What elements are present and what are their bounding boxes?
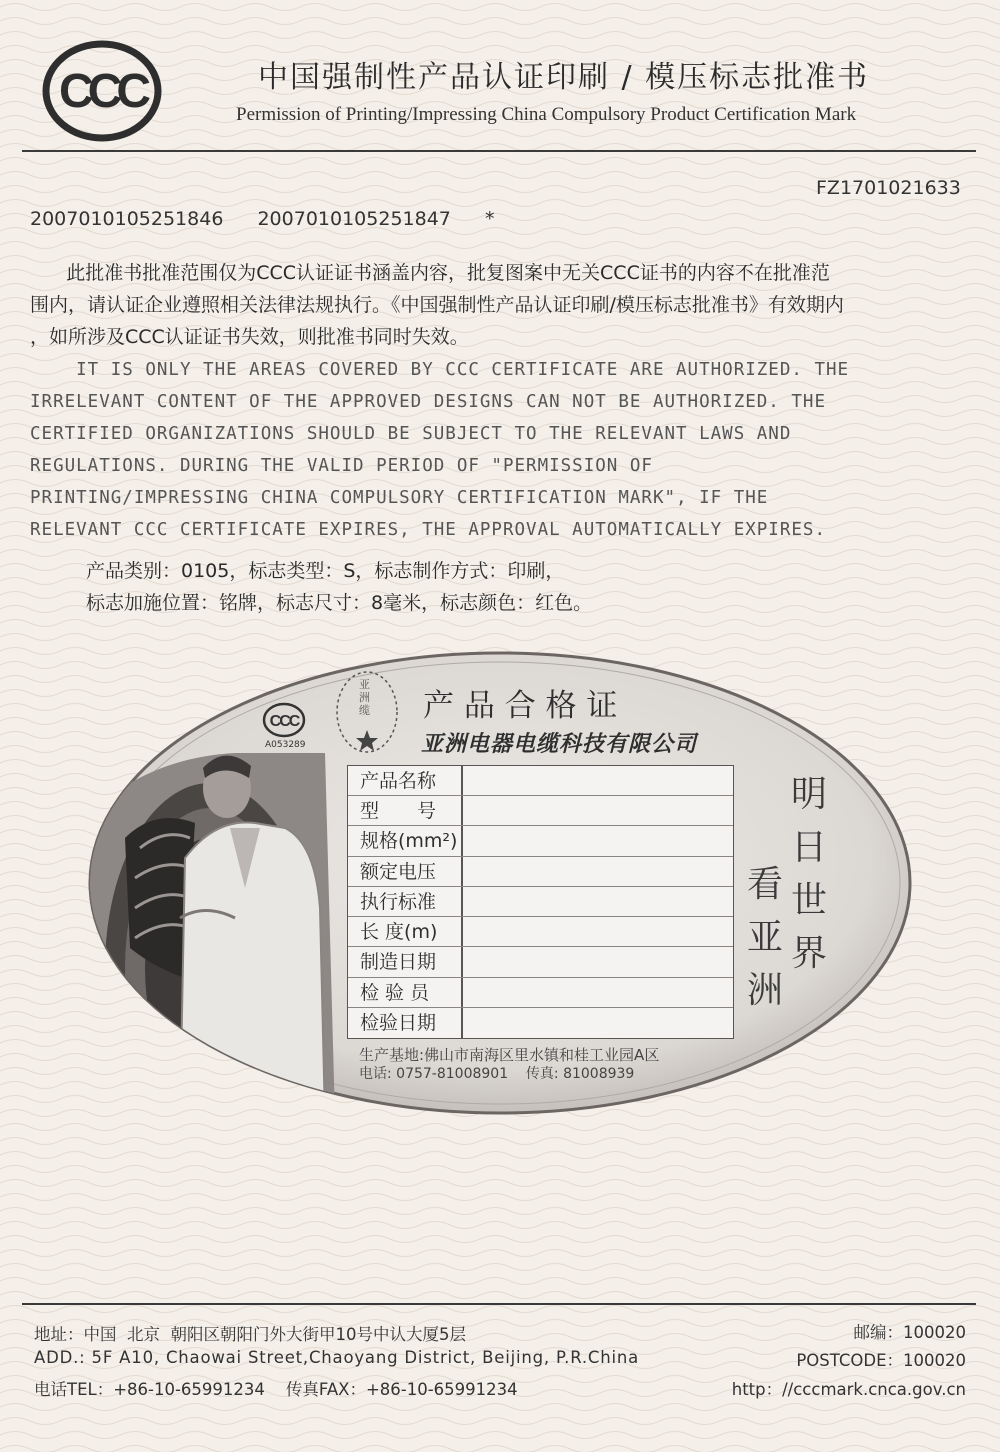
label-form-field-value: [466, 766, 731, 795]
notice-en: [30, 354, 980, 546]
label-form-row: [348, 947, 733, 977]
label-form-row: [348, 887, 733, 917]
approved-label-design: [85, 648, 915, 1118]
label-form-field-name: 长 度(m): [360, 921, 438, 944]
title-cn: 中国强制性产品认证印刷 / 模压标志批准书: [258, 60, 870, 95]
certificate-number: 2007010105251846: [30, 208, 224, 230]
label-form-field-name: 检验日期: [360, 1011, 437, 1034]
label-ccc-icon: [260, 700, 308, 740]
label-ccc-code: A053289: [265, 740, 306, 750]
mark-specification: [86, 555, 592, 619]
svg-text:CCC: CCC: [269, 713, 299, 730]
footer-postcode-en: POSTCODE：100020: [796, 1351, 966, 1370]
label-form-field-value: [466, 796, 731, 825]
footer-address-en: ADD.: 5F A10, Chaowai Street,Chaoyang District, Beijing, P.R.China: [34, 1348, 640, 1367]
label-form-row: [348, 766, 733, 796]
label-form-field-value: [466, 1008, 731, 1037]
notice-en-line: RELEVANT CCC CERTIFICATE EXPIRES, THE APPROVAL AUTOMATICALLY EXPIRES.: [30, 520, 826, 540]
label-form-field-value: [466, 917, 731, 946]
notice-cn-line: ，如所涉及CCC认证证书失效，则批准书同时失效。: [30, 326, 469, 348]
label-form-row: [348, 857, 733, 887]
notice-cn-line: 围内，请认证企业遵照相关法律法规执行。《中国强制性产品认证印刷/模压标志批准书》有效期内: [30, 294, 844, 316]
footer-website-link[interactable]: http：//cccmark.cnca.gov.cn: [731, 1380, 966, 1399]
notice-en-line: PRINTING/IMPRESSING CHINA COMPULSORY CERTIFICATION MARK", IF THE: [30, 488, 769, 508]
label-company: 亚洲电器电缆科技有限公司: [421, 731, 698, 757]
label-form-field-name: 型 号: [360, 800, 437, 823]
label-form-row: [348, 796, 733, 826]
label-form-row: [348, 1008, 733, 1038]
footer-divider: [22, 1303, 976, 1305]
label-slogan-ming-ri-shi-jie: 明 日 世 界: [791, 774, 828, 974]
label-phone: 电话: 0757-81008901 传真: 81008939: [359, 1066, 635, 1082]
label-form-field-name: 制造日期: [360, 951, 437, 974]
spec-line: 标志加施位置：铭牌，标志尺寸：8毫米，标志颜色：红色。: [86, 592, 593, 614]
notice-en-line: IT IS ONLY THE AREAS COVERED BY CCC CERTIFICATE ARE AUTHORIZED. THE: [30, 360, 850, 380]
label-form-row: [348, 917, 733, 947]
footer-tel-fax: 电话TEL：+86-10-65991234 传真FAX：+86-10-65991234: [34, 1380, 518, 1399]
label-form-field-value: [466, 826, 731, 855]
photo-person-with-cable-drum: [85, 753, 335, 1118]
label-form-field-value: [466, 978, 731, 1007]
notice-en-line: IRRELEVANT CONTENT OF THE APPROVED DESIGNS CAN NOT BE AUTHORIZED. THE: [30, 392, 826, 412]
footer-address-cn: 地址：中国 北京 朝阳区朝阳门外大街甲10号中认大厦5层: [34, 1325, 466, 1344]
footer-postcode-cn: 邮编：100020: [853, 1323, 966, 1342]
label-seal: [333, 668, 401, 756]
label-form: [347, 765, 734, 1039]
ccc-logo-text: CCC: [59, 65, 145, 118]
certificate-number: 2007010105251847: [257, 208, 451, 230]
notice-en-line: REGULATIONS. DURING THE VALID PERIOD OF "PERMISSION OF: [30, 456, 653, 476]
label-form-field-value: [466, 947, 731, 976]
label-form-field-name: 检 验 员: [360, 981, 430, 1004]
certificate-number-mark: *: [484, 208, 495, 230]
label-form-row: [348, 826, 733, 856]
label-slogan-kan-ya-zhou: 看 亚 洲: [747, 864, 784, 1011]
label-title: 产 品 合 格 证: [423, 688, 618, 724]
title-en: Permission of Printing/Impressing China Compulsory Product Certification Mark: [236, 104, 857, 125]
notice-cn-line: 此批准书批准范围仅为CCC认证证书涵盖内容，批复图案中无关CCC证书的内容不在批准范: [30, 262, 830, 284]
label-form-field-name: 额定电压: [360, 860, 437, 883]
spec-line: 产品类别：0105，标志类型：S，标志制作方式：印刷，: [86, 560, 565, 582]
label-form-row: [348, 978, 733, 1008]
label-form-field-value: [466, 857, 731, 886]
label-seal-text: 亚洲缆: [359, 678, 370, 717]
label-form-field-value: [466, 887, 731, 916]
ccc-logo: [38, 37, 166, 145]
document-number: FZ1701021633: [816, 177, 961, 199]
notice-en-line: CERTIFIED ORGANIZATIONS SHOULD BE SUBJECT TO THE RELEVANT LAWS AND: [30, 424, 792, 444]
header-divider: [22, 150, 976, 152]
notice-cn: [30, 257, 970, 353]
label-address: 生产基地:佛山市南海区里水镇和桂工业园A区: [359, 1046, 660, 1064]
certificate-numbers: [30, 208, 522, 230]
label-form-field-name: 执行标准: [360, 890, 437, 913]
label-form-field-name: 产品名称: [360, 770, 437, 792]
label-form-field-name: 规格(mm²): [360, 830, 458, 853]
